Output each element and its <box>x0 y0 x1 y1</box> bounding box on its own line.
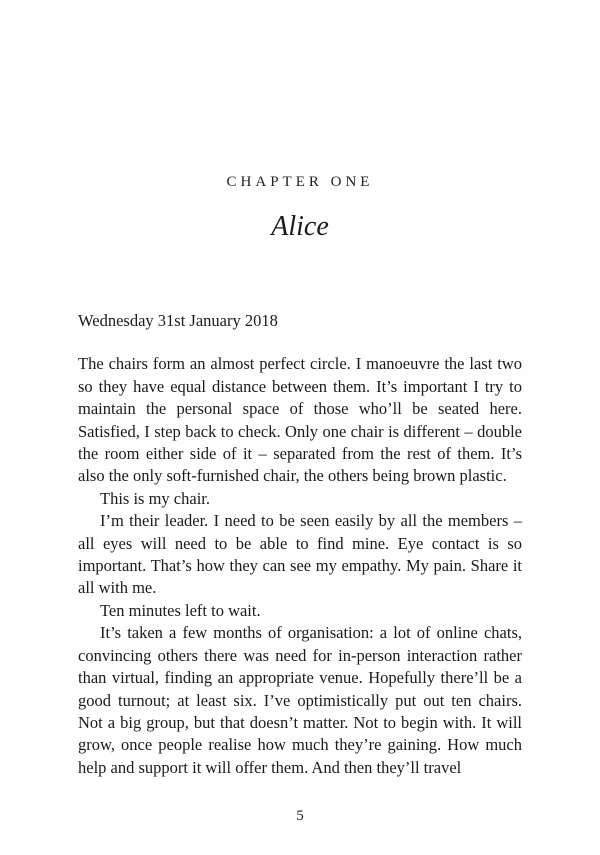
paragraph-1: The chairs form an almost perfect circle. I manoeuvre the last two so they have equal distance between them. It’s important I try to maintain the personal space of those who’ll be seated here. Satisfied, I step back to check. Only one chair is different – double the room either side of it – separated from the rest of them. It’s also the only soft-furnished chair, the others being brown plastic. <box>78 354 522 486</box>
page-number: 5 <box>296 808 304 824</box>
paragraph-2: This is my chair. <box>100 488 210 508</box>
paragraph-4: Ten minutes left to wait. <box>100 600 261 620</box>
body-text-block <box>78 310 522 779</box>
paragraph-3: I’m their leader. I need to be seen easily by all the members – all eyes will need to be able to find mine. Eye contact is so important. That’s how they can see my empathy. My pain. Share it all with me. <box>78 511 522 598</box>
paragraph-5: It’s taken a few months of organisation: a lot of online chats, convincing others there was need for in-person interaction rather than virtual, finding an appropriate venue. Hopefully there’ll be a good turnout; at least six. I’ve optimistically put out ten chairs. Not a big group, but that doesn’t matter. Not to begin with. It will grow, once people realise how much they’re gaining. How much help and support it will offer them. And then they’ll travel <box>78 623 522 777</box>
date-line: Wednesday 31st January 2018 <box>78 311 278 330</box>
chapter-label: CHAPTER ONE <box>226 174 374 190</box>
chapter-title: Alice <box>271 211 329 242</box>
